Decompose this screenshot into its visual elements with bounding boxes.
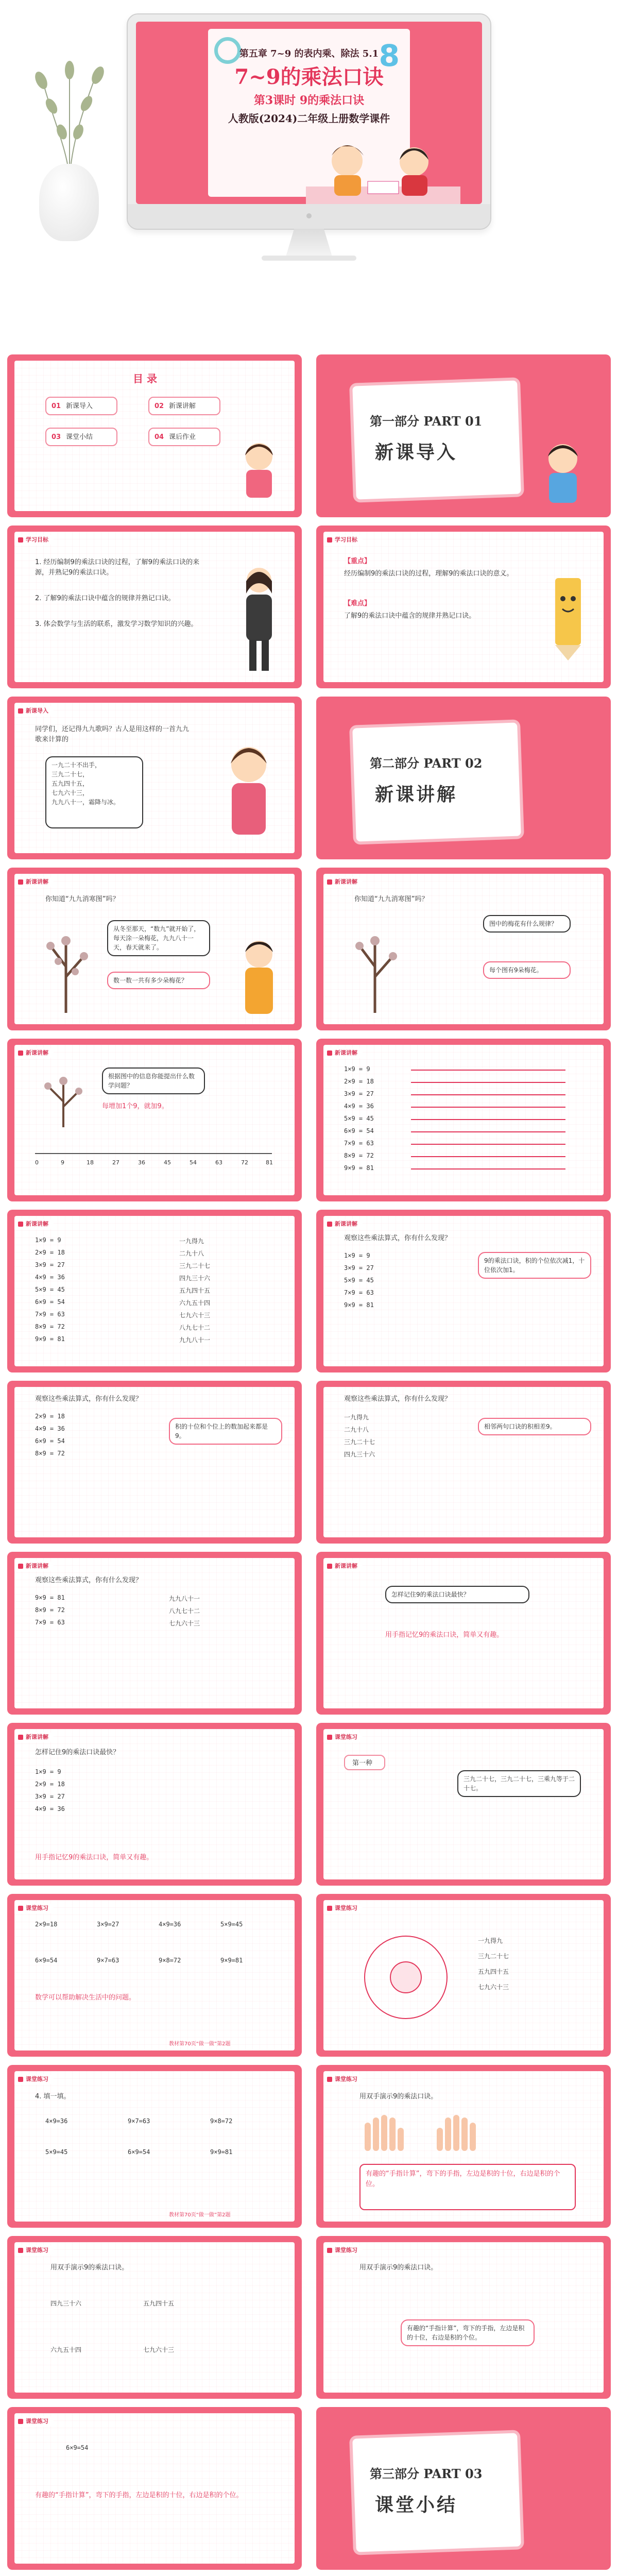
expr-row: 8×9 = 72	[35, 1323, 65, 1330]
slide-hands-1[interactable]	[316, 2065, 611, 2228]
slide-tag: 课堂练习	[14, 2074, 54, 2084]
slide-tag: 课堂练习	[323, 2245, 363, 2256]
focus-text: 经历编制9的乘法口诀的过程，理解9的乘法口诀的意义。	[344, 570, 513, 578]
cover-title: 7~9的乘法口诀	[234, 65, 384, 89]
expr-row: 9×9 = 81	[35, 1594, 65, 1601]
slide-tag: 新课讲解	[14, 1219, 54, 1229]
slide-tag: 课堂练习	[323, 1732, 363, 1742]
poem-bubble	[45, 756, 143, 828]
memo-bubble: 怎样记住9的乘法口诀最快？	[385, 1586, 529, 1603]
slide-paper	[323, 1900, 604, 2050]
verse-row: 八九七十二	[179, 1324, 211, 1331]
slide-fist[interactable]	[316, 1723, 611, 1886]
equation: 6×9=54	[35, 1957, 58, 1964]
expr-row: 7×9 = 63	[344, 1140, 374, 1147]
slide-paper	[323, 1729, 604, 1879]
slide-tag: 课堂练习	[323, 1903, 363, 1913]
slide-tag: 新课讲解	[14, 1048, 54, 1058]
expr-row: 9×9 = 81	[344, 1164, 374, 1172]
pattern-bubble: 图中的梅花有什么规律？	[483, 915, 571, 933]
toc-number: 04	[154, 433, 164, 441]
hands-text: 有趣的“手指计算”，弯下的手指，左边是积的十位，右边是积的个位。	[35, 2492, 243, 2499]
verse-row: 八九七十二	[169, 1607, 200, 1615]
verse-row: 七九六十三	[478, 1984, 509, 1991]
slide-paper	[14, 1045, 295, 1195]
slide-practice-2[interactable]	[316, 1894, 611, 2057]
plum-tree-icon	[344, 920, 406, 1013]
slide-practice-3[interactable]	[7, 2065, 302, 2228]
slide-hands-3[interactable]	[316, 2236, 611, 2399]
poem-line: 一九二十不出手，	[52, 761, 101, 769]
slide-paper	[14, 2413, 295, 2564]
slide-tag: 学习目标	[14, 535, 54, 545]
section-name: 课堂小结	[375, 2494, 458, 2516]
difficulty-text: 了解9的乘法口诀中蕴含的规律并熟记口诀。	[344, 612, 476, 620]
verse-row: 六九五十四	[179, 1299, 211, 1307]
slide-tag: 新课讲解	[323, 1561, 363, 1571]
plum-tree-icon	[35, 920, 97, 1013]
method-badge	[344, 1755, 385, 1770]
expr-row: 1×9 = 9	[344, 1065, 370, 1073]
expr-row: 9×9 = 81	[35, 1335, 65, 1343]
expr-row: 4×9 = 36	[344, 1103, 374, 1110]
verse-row: 四九三十六	[179, 1275, 211, 1282]
toc-item-1[interactable]	[45, 397, 117, 415]
textbook-tip: 教材第70页“做一做”第2题	[169, 2041, 231, 2047]
toc-number: 01	[52, 402, 61, 410]
hands-title: 用双手演示9的乘法口诀。	[359, 2264, 438, 2272]
hands-text: 有趣的“手指计算”，弯下的手指，左边是积的十位，右边是积的个位。	[366, 2170, 560, 2189]
section-label: 第二部分 PART 02	[370, 756, 483, 771]
slide-memo[interactable]	[316, 1552, 611, 1715]
slide-paper	[323, 532, 604, 682]
toc-item-2[interactable]	[148, 397, 220, 415]
verse-row: 一九得九	[478, 1937, 503, 1944]
flower-row-bar	[411, 1107, 565, 1108]
observe-text: 观察这些乘法算式，你有什么发现？	[35, 1577, 143, 1584]
slide-paper	[323, 2242, 604, 2393]
verse-row: 九九八十一	[169, 1595, 200, 1602]
section-label: 第一部分 PART 01	[370, 414, 483, 429]
pencil-illustration	[540, 563, 596, 660]
slide-tag: 新课讲解	[323, 877, 363, 887]
expr-row: 3×9 = 27	[35, 1261, 65, 1268]
expr-row: 1×9 = 9	[35, 1236, 61, 1244]
axis-label: 45	[164, 1159, 171, 1166]
expr-row: 2×9 = 18	[35, 1413, 65, 1420]
verse-row: 六九五十四	[50, 2346, 82, 2353]
toc-heading: 目 录	[133, 372, 157, 385]
slide-paper	[323, 1387, 604, 1537]
slide-paper	[323, 703, 604, 853]
expr-row: 6×9 = 54	[35, 1298, 65, 1306]
goal-1: 1. 经历编制9的乘法口诀的过程，了解9的乘法口诀的来源，并熟记9的乘法口诀。	[35, 558, 200, 577]
verse-row: 五九四十五	[478, 1968, 509, 1975]
focus-label: 【重点】	[344, 557, 371, 565]
slide-paper	[14, 874, 295, 1024]
slide-practice-1[interactable]	[7, 1894, 302, 2057]
expr-row: 8×9 = 72	[35, 1450, 65, 1457]
slide-hands-4[interactable]	[7, 2407, 302, 2570]
toc-item-label: 课堂小结	[66, 433, 93, 441]
flower-row-bar	[411, 1094, 565, 1095]
slide-paper	[14, 2071, 295, 2222]
slide-toc[interactable]	[7, 354, 302, 517]
toc-item-3[interactable]	[45, 428, 117, 446]
hands-icon	[359, 2107, 493, 2154]
section-label: 第三部分 PART 03	[370, 2466, 483, 2481]
slide-tag: 新课讲解	[14, 1732, 54, 1742]
slide-xiaohan-2[interactable]	[316, 868, 611, 1030]
axis-label: 9	[61, 1159, 64, 1166]
slide-keys[interactable]	[316, 526, 611, 688]
verse-row: 七九六十三	[169, 1620, 200, 1627]
expr-row: 3×9 = 27	[344, 1090, 374, 1097]
slide-tag: 课堂练习	[14, 2245, 54, 2256]
flower-row-bar	[411, 1144, 565, 1145]
flower-row-bar	[411, 1156, 565, 1157]
expr-row: 7×9 = 63	[35, 1619, 65, 1626]
finding-bubble: 积的十位和个位上的数加起来都是9。	[169, 1418, 282, 1445]
textbook-tip: 教材第70页“做一做”第2题	[169, 2212, 231, 2218]
slide-paper	[323, 2071, 604, 2222]
equation: 3×9=27	[97, 1921, 119, 1928]
slide-paper	[323, 874, 604, 1024]
slide-paper	[323, 1045, 604, 1195]
verse-row: 五九四十五	[179, 1287, 211, 1294]
equation: 9×8=72	[210, 2117, 233, 2125]
expr-row: 2×9 = 18	[35, 1249, 65, 1256]
expr-row: 1×9 = 9	[35, 1768, 61, 1775]
equation: 5×9=45	[45, 2148, 68, 2156]
slide-paper	[14, 2242, 295, 2393]
slide-paper	[14, 1900, 295, 2050]
toc-item-label: 新课导入	[66, 402, 93, 410]
hero-banner	[0, 0, 618, 289]
expr-row: 4×9 = 36	[35, 1274, 65, 1281]
question-text: 你知道“九九消寒图”吗？	[45, 895, 119, 903]
equation: 9×9=81	[210, 2148, 233, 2156]
expr-row: 5×9 = 45	[344, 1115, 374, 1122]
teacher-illustration	[231, 563, 287, 676]
verse-row: 一九得九	[344, 1414, 369, 1421]
verse-row: 四九三十六	[50, 2300, 82, 2307]
slide-tag: 新课讲解	[14, 877, 54, 887]
poem-line: 九九八十一，霜降与冰。	[52, 799, 120, 806]
number-eight-decoration: 8	[379, 38, 400, 73]
hands-explain	[359, 2164, 576, 2210]
girl-illustration	[210, 739, 287, 847]
slide-goals[interactable]	[7, 526, 302, 688]
slide-tag: 新课讲解	[323, 1048, 363, 1058]
slide-table-1[interactable]	[316, 1039, 611, 1201]
section-name: 新课导入	[375, 442, 458, 463]
slide-paper	[14, 1387, 295, 1537]
equation: 6×9=54	[128, 2148, 150, 2156]
toc-item-label: 新课讲解	[169, 402, 196, 410]
axis-label: 63	[215, 1159, 222, 1166]
toc-item-4[interactable]	[148, 428, 220, 446]
verse-row: 七九六十三	[143, 2346, 175, 2353]
boy-illustration	[529, 438, 596, 505]
slide-memo-2[interactable]	[7, 1723, 302, 1886]
plum-tree-icon	[35, 1065, 92, 1127]
flower-row-bar	[411, 1082, 565, 1083]
plant-decoration	[21, 55, 118, 178]
cover-chapter: 第五章 7~9 的表内乘、除法 5.1	[239, 48, 379, 59]
number-line	[35, 1153, 272, 1154]
slide-paper	[323, 1558, 604, 1708]
cover-slide[interactable]	[208, 29, 410, 197]
answer-bubble: 每个图有9朵梅花。	[483, 961, 571, 979]
vase-decoration	[39, 164, 99, 241]
practice-note: 数学可以帮助解决生活中的问题。	[35, 1994, 136, 2002]
question-text: 你知道“九九消寒图”吗？	[354, 895, 428, 903]
expr-row: 4×9 = 36	[35, 1425, 65, 1432]
slide-paper	[14, 532, 295, 682]
slide-observe-1[interactable]	[316, 1210, 611, 1372]
axis-label: 72	[241, 1159, 248, 1166]
axis-label: 81	[266, 1159, 273, 1166]
hands-title: 用双手演示9的乘法口诀。	[359, 2093, 438, 2100]
monitor-stand	[286, 229, 332, 257]
observe-text: 观察这些乘法算式，你有什么发现？	[344, 1234, 452, 1242]
monitor-base	[262, 256, 356, 261]
toc-number: 02	[154, 402, 164, 410]
section-name: 新课讲解	[375, 784, 458, 805]
equation: 9×9=81	[220, 1957, 243, 1964]
fist-bubble: 三九二十七，三九二十七，三乘九等于二十七。	[457, 1770, 581, 1797]
slide-paper	[14, 1729, 295, 1879]
expr-row: 2×9 = 18	[35, 1781, 65, 1788]
expr-row: 3×9 = 27	[35, 1793, 65, 1800]
slide-paper	[14, 1216, 295, 1366]
equation: 4×9=36	[45, 2117, 68, 2125]
poem-line: 三九二十七，	[52, 771, 89, 778]
practice-question: 4. 填一填。	[35, 2093, 71, 2100]
finding-bubble: 9的乘法口诀，积的个位依次减1，十位依次加1。	[478, 1252, 591, 1279]
equation: 4×9=36	[159, 1921, 181, 1928]
difficulty-label: 【难点】	[344, 600, 371, 607]
intro-text: 同学们，还记得九九歌吗？古人是用这样的一首九九歌来计算的	[35, 725, 190, 744]
cover-lesson: 第3课时 9的乘法口诀	[253, 94, 365, 107]
axis-label: 18	[87, 1159, 94, 1166]
expr-row: 4×9 = 36	[35, 1805, 65, 1812]
slide-verses-1[interactable]	[7, 1210, 302, 1372]
expr-row: 8×9 = 72	[35, 1606, 65, 1614]
slide-intro[interactable]	[7, 697, 302, 859]
info-bubble: 从冬至那天，“数九”就开始了，每天涂一朵梅花，九九八十一天，春天就来了。	[107, 920, 210, 956]
slide-paper	[323, 361, 604, 511]
slide-hands-2[interactable]	[7, 2236, 302, 2399]
equation: 9×8=72	[159, 1957, 181, 1964]
expr-row: 3×9 = 27	[344, 1264, 374, 1272]
children-illustration	[306, 130, 460, 204]
hands-bubble: 有趣的“手指计算”，弯下的手指，左边是积的十位，右边是积的个位。	[401, 2319, 535, 2346]
slide-tag: 课堂练习	[14, 1903, 54, 1913]
slide-tag: 课堂练习	[14, 2416, 54, 2427]
poem-line: 五九四十五，	[52, 780, 89, 787]
axis-label: 54	[190, 1159, 197, 1166]
expr-row: 5×9 = 45	[35, 1286, 65, 1293]
slide-paper	[14, 703, 295, 853]
axis-label: 36	[138, 1159, 145, 1166]
slide-tag: 学习目标	[323, 535, 363, 545]
equation: 5×9=45	[220, 1921, 243, 1928]
verse-row: 三九二十七	[179, 1262, 211, 1269]
verse-row: 三九二十七	[344, 1438, 375, 1446]
verse-row: 七九六十三	[179, 1312, 211, 1319]
slide-observe-4[interactable]	[7, 1552, 302, 1715]
expr-row: 6×9 = 54	[35, 1437, 65, 1445]
finding-bubble: 相邻两句口诀的积相差9。	[478, 1418, 591, 1435]
slide-tag: 课堂练习	[323, 2074, 363, 2084]
question-bubble: 数一数一共有多少朵梅花？	[107, 972, 210, 989]
goal-2: 2. 了解9的乘法口诀中蕴含的规律并熟记口诀。	[35, 595, 175, 602]
slide-part2[interactable]	[316, 697, 611, 859]
slide-part3[interactable]	[316, 2407, 611, 2570]
expr-row: 8×9 = 72	[344, 1152, 374, 1159]
slide-numberline[interactable]	[7, 1039, 302, 1201]
memo-question: 怎样记住9的乘法口诀最快？	[35, 1749, 120, 1756]
observe-text: 观察这些乘法算式，你有什么发现？	[344, 1395, 452, 1403]
toc-number: 03	[52, 433, 61, 441]
verse-row: 四九三十六	[344, 1451, 375, 1458]
flower-row-bar	[411, 1131, 565, 1132]
flower-row-bar	[411, 1070, 565, 1071]
equation: 6×9=54	[66, 2444, 89, 2451]
flower-row-bar	[411, 1119, 565, 1120]
girl-illustration	[231, 438, 287, 500]
expr-row: 2×9 = 18	[344, 1078, 374, 1085]
verse-row: 二九十八	[179, 1250, 204, 1257]
slide-paper	[14, 1558, 295, 1708]
cover-edition: 人教版(2024)二年级上册数学课件	[228, 112, 390, 125]
flower-row-bar	[411, 1168, 565, 1170]
slide-paper	[323, 2413, 604, 2564]
verse-row: 九九八十一	[179, 1336, 211, 1344]
verse-row: 二九十八	[344, 1426, 369, 1433]
memo-hint: 用手指记忆9的乘法口诀，简单又有趣。	[385, 1631, 504, 1639]
equation: 2×9=18	[35, 1921, 58, 1928]
power-dot	[306, 213, 312, 218]
equation: 9×7=63	[128, 2117, 150, 2125]
question-bubble: 根据图中的信息你能提出什么数学问题？	[102, 1067, 205, 1094]
axis-label: 27	[112, 1159, 119, 1166]
verse-row: 一九得九	[179, 1238, 204, 1245]
number-line-labels	[35, 1158, 272, 1168]
slide-tag: 新课导入	[14, 706, 54, 716]
method-label: 第一种	[352, 1759, 373, 1767]
slide-paper	[14, 361, 295, 511]
verse-row: 五九四十五	[143, 2300, 175, 2307]
hint-text: 每增加1个9，就加9。	[102, 1103, 168, 1110]
hands-title: 用双手演示9的乘法口诀。	[50, 2264, 129, 2272]
boy-illustration	[231, 936, 287, 1018]
expr-row: 7×9 = 63	[35, 1311, 65, 1318]
expr-row: 1×9 = 9	[344, 1252, 370, 1259]
verse-row: 三九二十七	[478, 1953, 509, 1960]
slide-part1[interactable]	[316, 354, 611, 517]
equation: 9×7=63	[97, 1957, 119, 1964]
slide-tag: 新课讲解	[14, 1561, 54, 1571]
expr-row: 6×9 = 54	[344, 1127, 374, 1134]
monitor-frame	[127, 13, 491, 230]
expr-row: 7×9 = 63	[344, 1289, 374, 1296]
goal-3: 3. 体会数学与生活的联系，激发学习数学知识的兴趣。	[35, 620, 198, 628]
slide-xiaohan-1[interactable]	[7, 868, 302, 1030]
slide-paper	[323, 1216, 604, 1366]
slide-observe-3[interactable]	[316, 1381, 611, 1544]
circle-diagram	[354, 1926, 457, 2029]
expr-row: 5×9 = 45	[344, 1277, 374, 1284]
axis-label: 0	[35, 1159, 39, 1166]
expr-row: 9×9 = 81	[344, 1301, 374, 1309]
memo-hint: 用手指记忆9的乘法口诀，简单又有趣。	[35, 1854, 153, 1861]
monitor-chin	[128, 204, 490, 229]
slide-observe-2[interactable]	[7, 1381, 302, 1544]
toc-item-label: 课后作业	[169, 433, 196, 441]
monitor-screen	[136, 22, 482, 204]
observe-text: 观察这些乘法算式，你有什么发现？	[35, 1395, 143, 1403]
poem-line: 七九六十三，	[52, 789, 89, 796]
slide-tag: 新课讲解	[323, 1219, 363, 1229]
